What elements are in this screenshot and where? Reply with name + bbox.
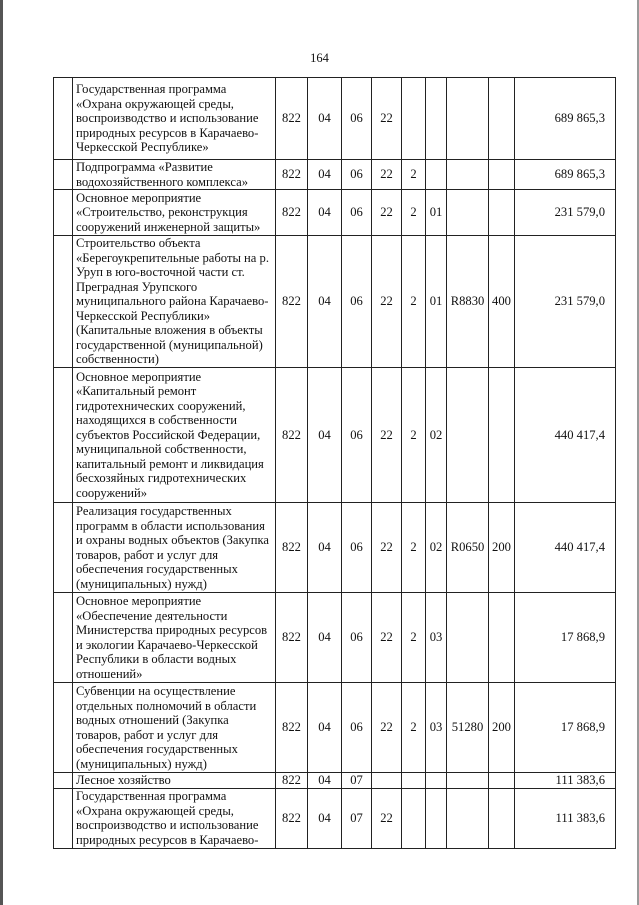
- row-amount: 440 417,4: [515, 368, 616, 503]
- budget-table-body: [54, 78, 616, 849]
- empty-first-cell: [54, 788, 73, 848]
- cell-dir: [447, 788, 489, 848]
- page-edge-left: [0, 0, 3, 905]
- cell-pr: 07: [342, 773, 372, 789]
- empty-first-cell: [54, 773, 73, 789]
- cell-om: 02: [426, 368, 447, 503]
- cell-rz: 04: [308, 190, 342, 236]
- cell-pr: 06: [342, 78, 372, 160]
- table-row: [54, 773, 616, 789]
- cell-pr: 06: [342, 593, 372, 683]
- cell-prog: [372, 773, 402, 789]
- table-row: [54, 190, 616, 236]
- cell-vr: 200: [489, 683, 515, 773]
- table-row: [54, 503, 616, 593]
- cell-prog: 22: [372, 78, 402, 160]
- cell-om: [426, 160, 447, 190]
- cell-om: [426, 773, 447, 789]
- row-name: Субвенции на осуществление отдельных полномочий в области водных отношений (Закупка товаров, работ и услуг для обеспечения государственных (муниципальных) нужд): [73, 683, 276, 773]
- cell-dir: [447, 368, 489, 503]
- cell-pr: 06: [342, 683, 372, 773]
- cell-rz: 04: [308, 236, 342, 368]
- row-amount: 111 383,6: [515, 773, 616, 789]
- row-amount: 231 579,0: [515, 236, 616, 368]
- empty-first-cell: [54, 78, 73, 160]
- cell-om: 01: [426, 236, 447, 368]
- cell-dir: [447, 160, 489, 190]
- cell-ved: 822: [276, 236, 308, 368]
- cell-pr: 06: [342, 190, 372, 236]
- row-amount: 17 868,9: [515, 683, 616, 773]
- cell-om: [426, 788, 447, 848]
- cell-om: [426, 78, 447, 160]
- cell-vr: 200: [489, 503, 515, 593]
- cell-sub: [402, 788, 426, 848]
- cell-dir: R8830: [447, 236, 489, 368]
- row-name: Реализация государственных программ в области использования и охраны водных объектов (Закупка товаров, работ и услуг для обеспечения государственных (муниципальных) нужд): [73, 503, 276, 593]
- row-name: Основное мероприятие «Обеспечение деятельности Министерства природных ресурсов и экологии Карачаево-Черкесской Республики в области водных отношений»: [73, 593, 276, 683]
- row-name: Подпрограмма «Развитие водохозяйственного комплекса»: [73, 160, 276, 190]
- row-amount: 111 383,6: [515, 788, 616, 848]
- table-row: [54, 78, 616, 160]
- cell-ved: 822: [276, 683, 308, 773]
- cell-prog: 22: [372, 160, 402, 190]
- cell-dir: [447, 773, 489, 789]
- table-row: [54, 788, 616, 848]
- cell-rz: 04: [308, 503, 342, 593]
- cell-vr: [489, 773, 515, 789]
- cell-sub: 2: [402, 190, 426, 236]
- cell-dir: [447, 190, 489, 236]
- empty-first-cell: [54, 160, 73, 190]
- table-row: [54, 683, 616, 773]
- cell-pr: 06: [342, 236, 372, 368]
- row-amount: 689 865,3: [515, 78, 616, 160]
- row-amount: 440 417,4: [515, 503, 616, 593]
- cell-dir: [447, 593, 489, 683]
- cell-ved: 822: [276, 773, 308, 789]
- cell-pr: 06: [342, 160, 372, 190]
- cell-prog: 22: [372, 236, 402, 368]
- cell-ved: 822: [276, 368, 308, 503]
- cell-pr: 07: [342, 788, 372, 848]
- cell-sub: 2: [402, 368, 426, 503]
- cell-prog: 22: [372, 368, 402, 503]
- cell-rz: 04: [308, 593, 342, 683]
- cell-pr: 06: [342, 503, 372, 593]
- cell-sub: 2: [402, 236, 426, 368]
- cell-om: 02: [426, 503, 447, 593]
- page-number: 164: [310, 51, 329, 65]
- cell-prog: 22: [372, 593, 402, 683]
- row-name: Государственная программа «Охрана окружающей среды, воспроизводство и использование природных ресурсов в Карачаево-: [73, 788, 276, 848]
- cell-sub: 2: [402, 503, 426, 593]
- cell-om: 01: [426, 190, 447, 236]
- cell-prog: 22: [372, 190, 402, 236]
- row-name: Государственная программа «Охрана окружающей среды, воспроизводство и использование природных ресурсов в Карачаево-Черкесской Республике»: [73, 78, 276, 160]
- table-row: [54, 368, 616, 503]
- cell-sub: [402, 78, 426, 160]
- cell-ved: 822: [276, 593, 308, 683]
- cell-om: 03: [426, 683, 447, 773]
- table-row: [54, 593, 616, 683]
- cell-rz: 04: [308, 368, 342, 503]
- row-name: Основное мероприятие «Строительство, реконструкция сооружений инженерной защиты»: [73, 190, 276, 236]
- cell-ved: 822: [276, 78, 308, 160]
- cell-rz: 04: [308, 773, 342, 789]
- row-amount: 689 865,3: [515, 160, 616, 190]
- table-row: [54, 236, 616, 368]
- cell-vr: [489, 78, 515, 160]
- row-amount: 231 579,0: [515, 190, 616, 236]
- cell-prog: 22: [372, 683, 402, 773]
- cell-sub: 2: [402, 683, 426, 773]
- row-name: Строительство объекта «Берегоукрепительные работы на р. Уруп в юго-восточной части ст. Преградная Урупского муниципального района Карачаево-Черкесской Республики» (Капитальные вложения в объекты государственной (муниципальной) собственности): [73, 236, 276, 368]
- empty-first-cell: [54, 368, 73, 503]
- empty-first-cell: [54, 593, 73, 683]
- row-name: Лесное хозяйство: [73, 773, 276, 789]
- cell-ved: 822: [276, 788, 308, 848]
- cell-rz: 04: [308, 78, 342, 160]
- row-amount: 17 868,9: [515, 593, 616, 683]
- cell-vr: [489, 160, 515, 190]
- cell-vr: 400: [489, 236, 515, 368]
- cell-pr: 06: [342, 368, 372, 503]
- cell-ved: 822: [276, 190, 308, 236]
- cell-vr: [489, 593, 515, 683]
- cell-vr: [489, 788, 515, 848]
- cell-sub: 2: [402, 593, 426, 683]
- empty-first-cell: [54, 503, 73, 593]
- cell-vr: [489, 368, 515, 503]
- empty-first-cell: [54, 236, 73, 368]
- cell-om: 03: [426, 593, 447, 683]
- cell-vr: [489, 190, 515, 236]
- budget-table: [53, 77, 616, 849]
- cell-sub: [402, 773, 426, 789]
- cell-dir: 51280: [447, 683, 489, 773]
- cell-sub: 2: [402, 160, 426, 190]
- cell-prog: 22: [372, 788, 402, 848]
- cell-rz: 04: [308, 160, 342, 190]
- empty-first-cell: [54, 190, 73, 236]
- empty-first-cell: [54, 683, 73, 773]
- cell-dir: R0650: [447, 503, 489, 593]
- cell-ved: 822: [276, 503, 308, 593]
- cell-rz: 04: [308, 788, 342, 848]
- table-row: [54, 160, 616, 190]
- cell-rz: 04: [308, 683, 342, 773]
- cell-dir: [447, 78, 489, 160]
- cell-prog: 22: [372, 503, 402, 593]
- cell-ved: 822: [276, 160, 308, 190]
- row-name: Основное мероприятие «Капитальный ремонт гидротехнических сооружений, находящихся в собственности субъектов Российской Федерации, муниципальной собственности, капитальный ремонт и ликвидация бесхозяйных гидротехнических сооружений»: [73, 368, 276, 503]
